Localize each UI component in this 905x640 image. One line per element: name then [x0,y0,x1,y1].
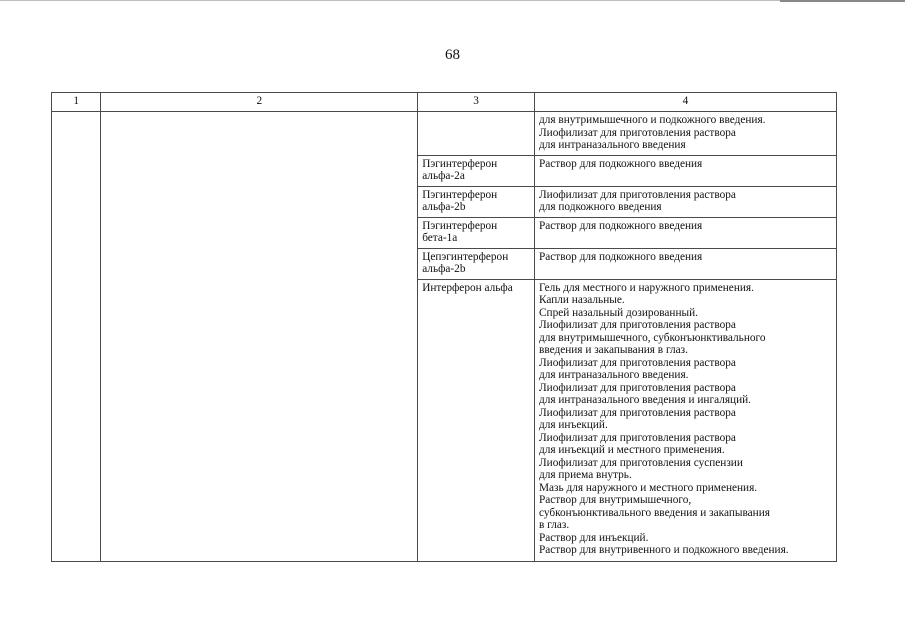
cell-drug [418,155,535,186]
cell-forms [534,112,836,156]
cell-drug [418,112,535,156]
cell-col-2 [101,112,418,562]
cell-drug [418,248,535,279]
drug-name-line: Цепэгинтерферон [422,250,509,263]
cell-forms [534,186,836,217]
drug-name-line: Интерферон альфа [422,281,513,294]
table-body [52,112,837,562]
drug-table [51,92,837,562]
drug-name-line: альфа-2b [422,263,466,275]
cell-forms [534,279,836,561]
dosage-form-line: Раствор для внутривенного и подкожного введения. [538,544,789,556]
dosage-form-line: для инъекций. [538,419,608,431]
dosage-form-line: Лиофилизат для приготовления суспензии [538,456,743,469]
dosage-form-line: Лиофилизат для приготовления раствора [538,406,736,419]
cell-forms [534,217,836,248]
dosage-form-line: Гель для местного и наружного применения. [538,281,754,294]
dosage-form-line: для подкожного введения [538,201,662,213]
header-col-3: 3 [418,93,535,112]
dosage-form-line: Раствор для подкожного введения [538,250,703,263]
dosage-form-line: в глаз. [538,519,570,531]
scan-edge-top [0,0,905,1]
dosage-form-line: Раствор для инъекций. [538,531,649,544]
dosage-form-line: субконъюнктивального введения и закапывания [538,506,770,519]
dosage-form-line: для инъекций и местного применения. [538,444,725,456]
scan-edge-top-right [780,0,905,2]
dosage-form-line: Лиофилизат для приготовления раствора [538,126,736,139]
dosage-form-line: для интраназального введения [538,139,686,151]
cell-drug [418,217,535,248]
dosage-form-line: Мазь для наружного и местного применения. [538,481,758,494]
cell-col-1 [52,112,101,562]
drug-name-line: Пэгинтерферон [422,188,498,201]
drug-name-line: бета-1а [422,232,458,244]
dosage-form-line: для интраназального введения и ингаляций. [538,394,752,406]
cell-drug [418,279,535,561]
cell-forms [534,248,836,279]
dosage-form-line: для внутримышечного, субконъюнктивального [538,331,766,344]
dosage-form-line: Лиофилизат для приготовления раствора [538,381,736,394]
dosage-form-line: для приема внутрь. [538,469,632,481]
dosage-form-line: Капли назальные. [538,294,625,306]
table-header-row [52,93,837,112]
drug-name-line: Пэгинтерферон [422,219,498,232]
dosage-form-line: Лиофилизат для приготовления раствора [538,188,736,201]
dosage-form-line: Раствор для внутримышечного, [538,494,692,506]
drug-name-line: Пэгинтерферон [422,157,498,170]
dosage-form-line: Раствор для подкожного введения [538,157,703,170]
dosage-form-line: Спрей назальный дозированный. [538,306,698,319]
dosage-form-line: введения и закапывания в глаз. [538,344,688,356]
header-col-1: 1 [52,93,101,112]
dosage-form-line: Раствор для подкожного введения [538,219,703,232]
cell-forms [534,155,836,186]
drug-name-line: альфа-2b [422,201,466,213]
drug-name-line: альфа-2а [422,170,465,182]
dosage-form-line: Лиофилизат для приготовления раствора [538,431,736,444]
header-col-4: 4 [534,93,836,112]
dosage-form-line: для интраназального введения. [538,369,689,381]
page-number: 68 [445,47,460,63]
dosage-form-line: Лиофилизат для приготовления раствора [538,356,736,369]
dosage-form-line: Лиофилизат для приготовления раствора [538,319,736,331]
dosage-form-line: для внутримышечного и подкожного введения. [538,114,766,126]
table-row [52,112,837,156]
cell-drug [418,186,535,217]
header-col-2: 2 [101,93,418,112]
